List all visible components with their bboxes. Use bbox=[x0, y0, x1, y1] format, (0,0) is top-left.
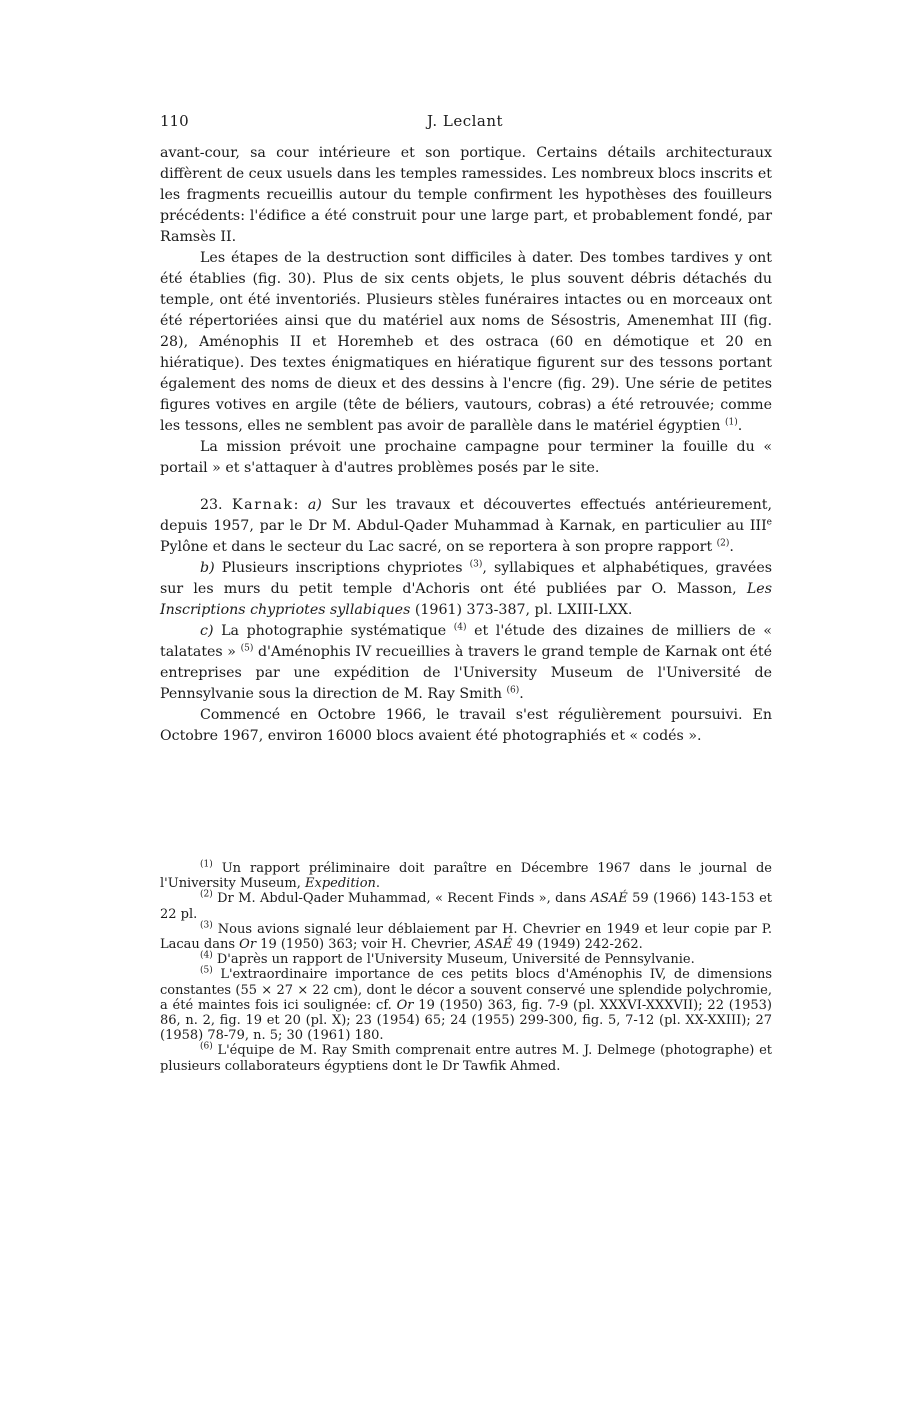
journal-title: ASAÉ bbox=[590, 891, 628, 907]
footnote bbox=[160, 1043, 772, 1073]
paragraph bbox=[160, 437, 772, 479]
superscript: e bbox=[766, 517, 772, 528]
footnote bbox=[160, 922, 772, 952]
footnote-ref[interactable]: (3) bbox=[469, 559, 483, 570]
footnote-text: Dr M. Abdul-Qader Muhammad, « Recent Finds », dans bbox=[212, 891, 591, 907]
footnote-ref[interactable]: (6) bbox=[506, 685, 520, 696]
paragraph bbox=[160, 705, 772, 747]
footnote-ref[interactable]: (2) bbox=[716, 538, 730, 549]
paragraph-text: Commencé en Octobre 1966, le travail s'est régulièrement poursuivi. En Octobre 1967, environ 16000 blocs avaient été photographiés et « codés ». bbox=[160, 707, 772, 744]
paragraph-text: d'Aménophis IV recueillies à travers le grand temple de Karnak ont été entreprises par une expédition de l'University Museum de l'Université de Pennsylvanie sous la direction de M. Ray Smith bbox=[160, 644, 773, 702]
footnote-mark: (4) bbox=[200, 950, 213, 961]
footnote-text: D'après un rapport de l'University Museum, Université de Pennsylvanie. bbox=[212, 952, 695, 968]
footnote-text: L'extraordinaire importance de ces petits blocs d'Aménophis IV, de dimensions constantes (55 × 27 × 22 cm), dont le décor a souvent conservé une splendide polychromie, a été maintes fois ici soulignée: cf. bbox=[160, 967, 772, 1013]
paragraph bbox=[160, 248, 772, 437]
paragraph-text: Les étapes de la destruction sont difficiles à dater. Des tombes tardives y ont été établies (fig. 30). Plus de six cents objets, le plus souvent débris détachés du temple, ont été inventoriés. Plusieurs stèles funéraires intactes ou en morceaux ont été répertoriées ainsi que du matériel aux noms de Sésostris, Amenemhat III (fig. 28), Aménophis II et Horemheb et des ostraca (60 en démotique et 20 en hiératique). Des textes énigmatiques en hiératique figurent sur des tessons portant également des noms de dieux et des dessins à l'encre (fig. 29). Une série de petites figures votives en argile (tête de béliers, vautours, cobras) a été retrouvée; comme les tessons, elles ne semblent pas avoir de parallèle dans le matériel égyptien bbox=[160, 250, 772, 434]
paragraph-text: avant-cour, sa cour intérieure et son portique. Certains détails architecturaux diffèrent de ceux usuels dans les temples ramessides. Les nombreux blocs inscrits et les fragments recueillis autour du temple confirment les hypothèses des fouilleurs précédents: l'édifice a été construit pour une large part, et probablement fondé, par Ramsès II. bbox=[160, 145, 772, 245]
paragraph-text: Plusieurs inscriptions chypriotes bbox=[214, 560, 470, 576]
footnote-mark: (2) bbox=[200, 890, 213, 901]
footnote bbox=[160, 861, 772, 891]
item-label: b) bbox=[200, 560, 215, 576]
section-heading: Karnak bbox=[231, 497, 294, 513]
paragraph bbox=[160, 621, 772, 705]
footnote-text: 19 (1950) 363; voir H. Chevrier, bbox=[256, 937, 476, 953]
journal-title: Or bbox=[396, 997, 414, 1013]
paragraph-text: Pylône et dans le secteur du Lac sacré, on se reportera à son propre rapport bbox=[160, 539, 717, 555]
item-label: a) bbox=[307, 497, 322, 513]
footnote bbox=[160, 891, 772, 921]
footnotes bbox=[160, 861, 772, 1074]
journal-title: Expedition bbox=[305, 876, 376, 892]
page-header bbox=[160, 112, 770, 134]
paragraph-text: et l'étude des dizaines de milliers de « talatates » bbox=[160, 623, 772, 660]
book-title: Les Inscriptions chypriotes syllabiques bbox=[160, 581, 772, 618]
journal-title: ASAÉ bbox=[475, 937, 513, 953]
paragraph-text: , syllabiques et alphabétiques, gravées sur les murs du petit temple d'Achoris ont été publiées par O. Masson, bbox=[160, 560, 772, 597]
paragraph-text: . bbox=[519, 686, 524, 702]
footnote-ref[interactable]: (4) bbox=[453, 622, 467, 633]
footnote bbox=[160, 967, 772, 1043]
footnote-text: 49 (1949) 242-262. bbox=[512, 937, 643, 953]
footnote-mark: (1) bbox=[200, 859, 213, 870]
footnote-mark: (3) bbox=[200, 920, 213, 931]
footnote-text: L'équipe de M. Ray Smith comprenait entre autres M. J. Delmege (photographe) et plusieurs collaborateurs égyptiens dont le Dr Tawfik Ahmed. bbox=[160, 1043, 772, 1074]
footnote-text: 19 (1950) 363, fig. 7-9 (pl. XXXVI-XXXVII); 22 (1953) 86, n. 2, fig. 19 et 20 (pl. X); 23 (1954) 65; 24 (1955) 299-300, fig. 5, 7-12 (pl. XX-XXIII); 27 (1958) 78-79, n. 5; 30 (1961) 180. bbox=[160, 997, 772, 1044]
journal-title: Or bbox=[239, 937, 257, 953]
paragraph-text: . bbox=[737, 418, 743, 434]
running-head: J. Leclant bbox=[426, 112, 504, 130]
footnote-text: Nous avions signalé leur déblaiement par H. Chevrier en 1949 et leur copie par P. Lacau dans bbox=[160, 921, 772, 953]
footnote-text: 59 (1966) 143-153 et 22 pl. bbox=[160, 891, 772, 922]
paragraph-text: (1961) 373-387, pl. LXIII-LXX. bbox=[410, 602, 633, 618]
paragraph bbox=[160, 143, 772, 248]
page-number: 110 bbox=[160, 112, 189, 130]
paragraph-text: Sur les travaux et découvertes effectués antérieurement, depuis 1957, par le Dr M. Abdul-Qader Muhammad à Karnak, en particulier au III bbox=[160, 497, 773, 534]
footnote-mark: (6) bbox=[200, 1042, 213, 1053]
footnote-text: Un rapport préliminaire doit paraître en Décembre 1967 dans le journal de l'University Museum, bbox=[160, 861, 772, 892]
paragraph-text: La photographie systématique bbox=[213, 623, 454, 639]
paragraph-text: . bbox=[729, 539, 734, 555]
paragraph-text: La mission prévoit une prochaine campagne pour terminer la fouille du « portail » et s'attaquer à d'autres problèmes posés par le site. bbox=[160, 439, 772, 476]
item-label: c) bbox=[200, 623, 214, 639]
section-number: 23. bbox=[200, 497, 223, 513]
main-text bbox=[160, 143, 772, 747]
footnote-ref[interactable]: (5) bbox=[240, 643, 254, 654]
section-23: 23. Karnak: a) Sur les travaux et découvertes effectués antérieurement, depuis 1957, par le Dr M. Abdul-Qader Muhammad à Karnak, en particulier au IIIe Pylône et dans le secteur du Lac sacré, on se reportera à son propre rapport $^{(2)}$. bbox=[160, 497, 773, 555]
paragraph bbox=[160, 558, 772, 621]
footnote-ref[interactable]: (1) bbox=[724, 417, 738, 428]
footnote-text: . bbox=[375, 876, 381, 892]
footnote bbox=[160, 952, 772, 967]
footnote-mark: (5) bbox=[200, 966, 213, 977]
